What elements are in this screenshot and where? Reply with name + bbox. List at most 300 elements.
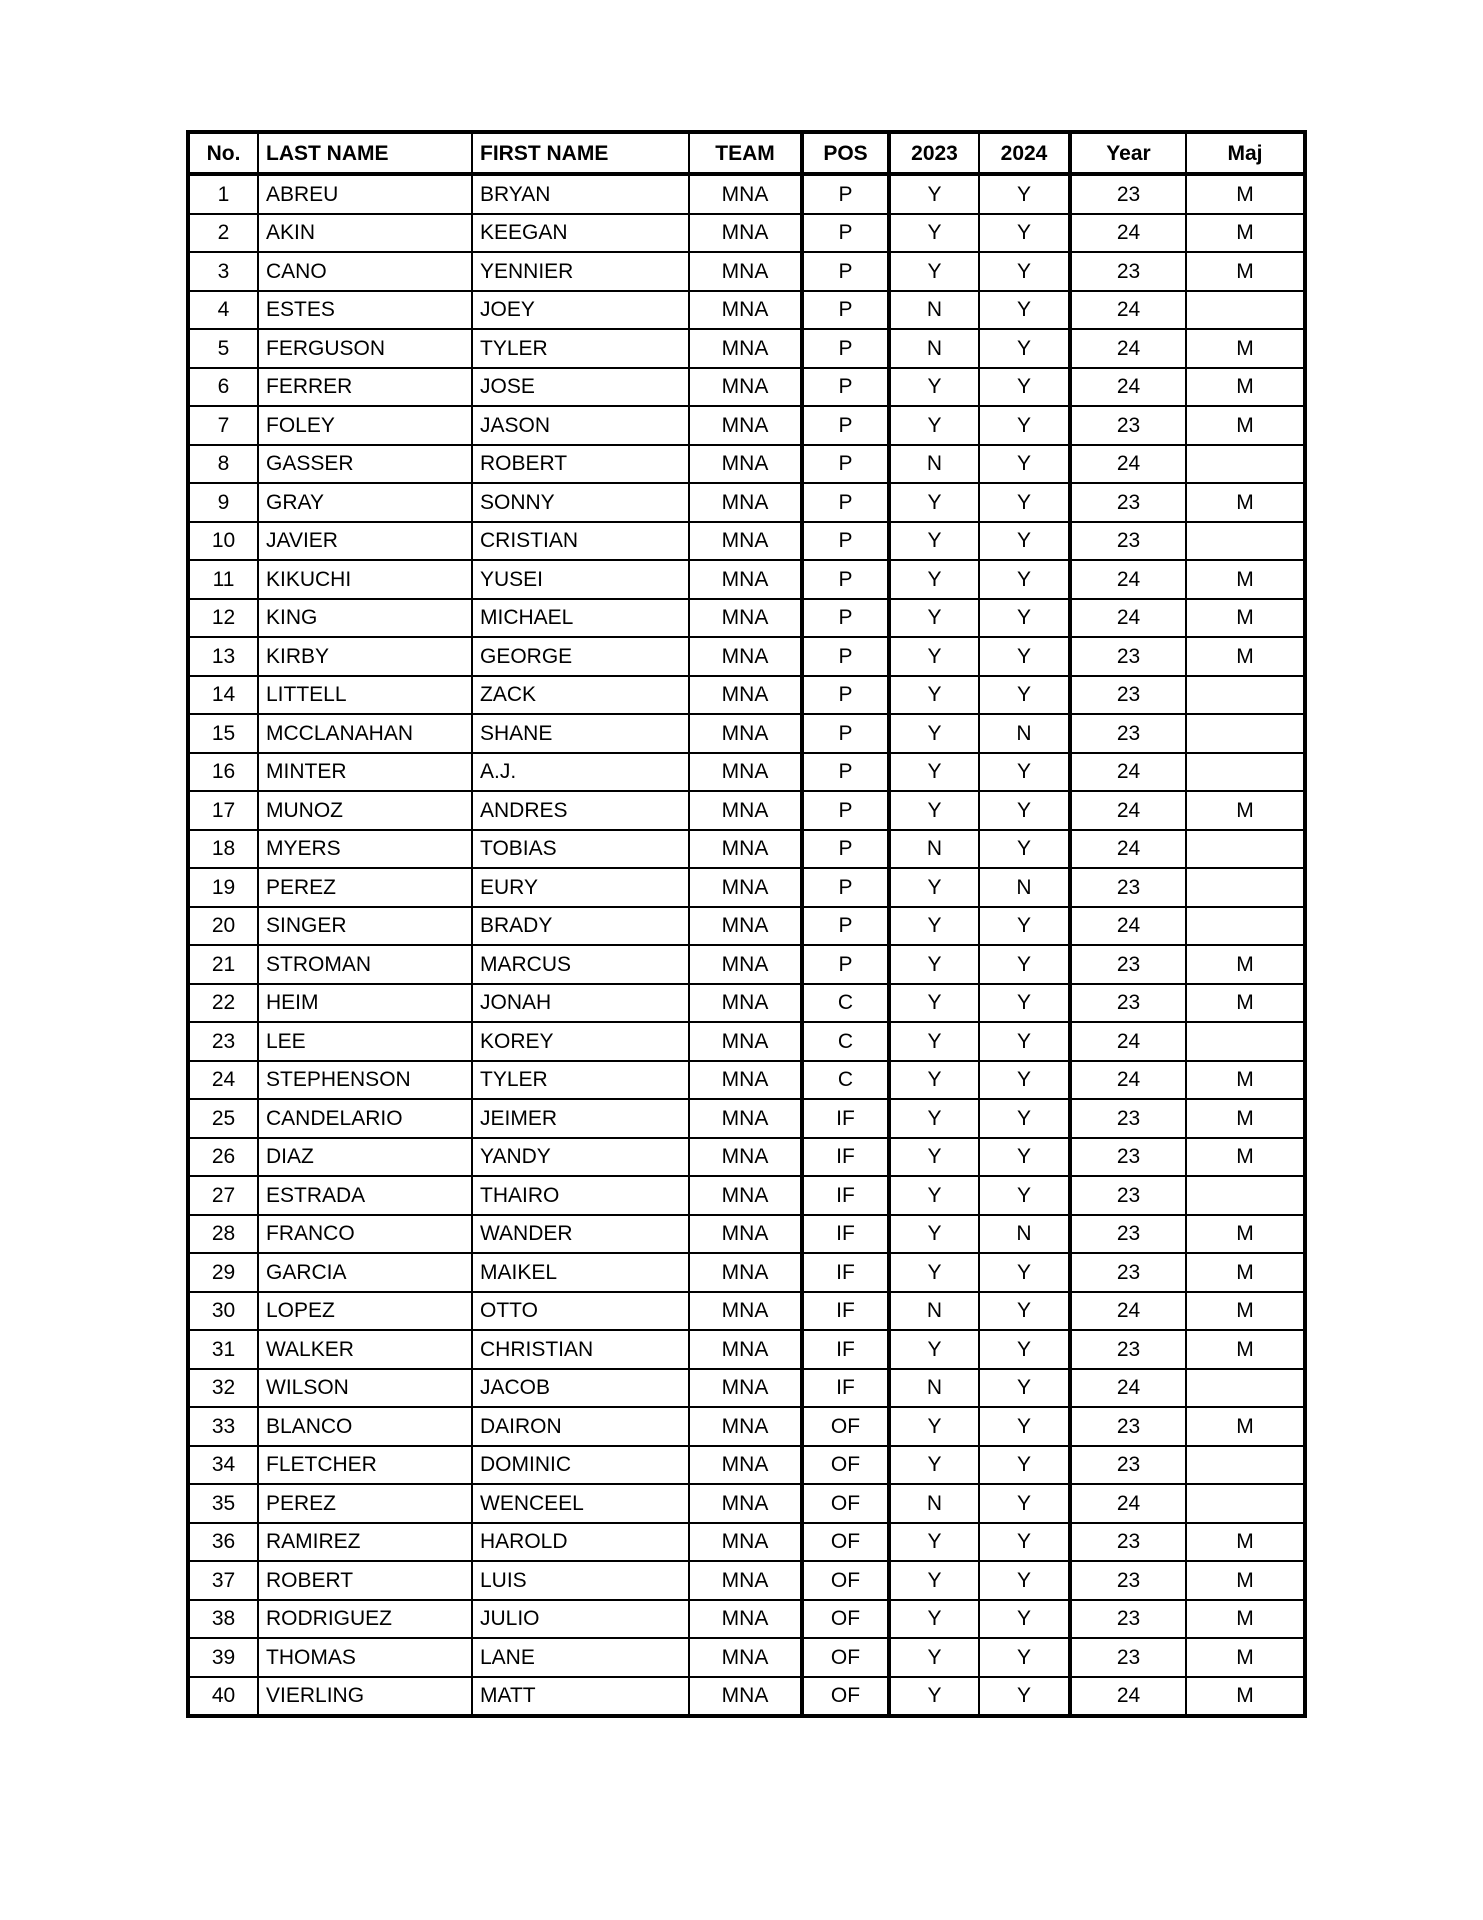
table-row [188, 637, 1305, 676]
cell-2024: Y [979, 830, 1070, 869]
table-row [188, 1215, 1305, 1254]
cell-pos: P [802, 368, 889, 407]
cell-last-name: LOPEZ [258, 1292, 472, 1331]
table-row [188, 329, 1305, 368]
cell-2024: Y [979, 1446, 1070, 1485]
col-header-last-name: LAST NAME [258, 132, 472, 174]
table-row [188, 599, 1305, 638]
cell-maj: M [1186, 1677, 1305, 1717]
cell-2024: Y [979, 945, 1070, 984]
cell-last-name: RAMIREZ [258, 1523, 472, 1562]
cell-2024: Y [979, 483, 1070, 522]
cell-no: 21 [188, 945, 258, 984]
cell-team: MNA [689, 1523, 802, 1562]
cell-first-name: YENNIER [472, 252, 689, 291]
cell-last-name: FOLEY [258, 406, 472, 445]
cell-maj: M [1186, 791, 1305, 830]
cell-pos: P [802, 945, 889, 984]
cell-year: 23 [1070, 1638, 1186, 1677]
cell-first-name: GEORGE [472, 637, 689, 676]
cell-team: MNA [689, 676, 802, 715]
cell-no: 30 [188, 1292, 258, 1331]
cell-maj [1186, 753, 1305, 792]
table-row [188, 1061, 1305, 1100]
cell-2023: Y [889, 599, 979, 638]
cell-maj: M [1186, 1253, 1305, 1292]
cell-team: MNA [689, 214, 802, 253]
cell-first-name: LANE [472, 1638, 689, 1677]
cell-2023: Y [889, 676, 979, 715]
cell-2024: Y [979, 1022, 1070, 1061]
cell-year: 23 [1070, 637, 1186, 676]
cell-no: 14 [188, 676, 258, 715]
cell-2024: Y [979, 753, 1070, 792]
table-row [188, 174, 1305, 214]
cell-first-name: WENCEEL [472, 1484, 689, 1523]
cell-2023: Y [889, 1099, 979, 1138]
cell-first-name: YUSEI [472, 560, 689, 599]
cell-no: 26 [188, 1138, 258, 1177]
cell-2024: N [979, 714, 1070, 753]
col-header-maj: Maj [1186, 132, 1305, 174]
cell-first-name: MARCUS [472, 945, 689, 984]
cell-first-name: YANDY [472, 1138, 689, 1177]
cell-team: MNA [689, 1484, 802, 1523]
cell-year: 23 [1070, 252, 1186, 291]
cell-no: 31 [188, 1330, 258, 1369]
cell-maj: M [1186, 1138, 1305, 1177]
cell-maj: M [1186, 329, 1305, 368]
cell-team: MNA [689, 1022, 802, 1061]
cell-year: 24 [1070, 1022, 1186, 1061]
cell-maj: M [1186, 560, 1305, 599]
cell-no: 1 [188, 174, 258, 214]
table-row [188, 252, 1305, 291]
cell-2024: Y [979, 368, 1070, 407]
cell-no: 25 [188, 1099, 258, 1138]
cell-no: 20 [188, 907, 258, 946]
cell-no: 33 [188, 1407, 258, 1446]
cell-no: 12 [188, 599, 258, 638]
cell-pos: P [802, 522, 889, 561]
cell-maj [1186, 1446, 1305, 1485]
cell-2023: Y [889, 560, 979, 599]
cell-team: MNA [689, 830, 802, 869]
cell-maj [1186, 676, 1305, 715]
cell-last-name: CANO [258, 252, 472, 291]
cell-2023: Y [889, 714, 979, 753]
cell-pos: C [802, 1022, 889, 1061]
cell-2024: Y [979, 329, 1070, 368]
cell-2024: Y [979, 1138, 1070, 1177]
cell-maj: M [1186, 1330, 1305, 1369]
cell-team: MNA [689, 1138, 802, 1177]
cell-first-name: CRISTIAN [472, 522, 689, 561]
cell-2023: Y [889, 1677, 979, 1717]
cell-year: 24 [1070, 1677, 1186, 1717]
cell-2024: Y [979, 406, 1070, 445]
table-row [188, 1253, 1305, 1292]
cell-last-name: ABREU [258, 174, 472, 214]
cell-2023: Y [889, 1061, 979, 1100]
cell-last-name: STEPHENSON [258, 1061, 472, 1100]
col-header-2023: 2023 [889, 132, 979, 174]
cell-2024: Y [979, 252, 1070, 291]
cell-2023: N [889, 1484, 979, 1523]
col-header-2024: 2024 [979, 132, 1070, 174]
cell-last-name: GRAY [258, 483, 472, 522]
cell-2024: Y [979, 1061, 1070, 1100]
cell-pos: P [802, 907, 889, 946]
cell-first-name: THAIRO [472, 1176, 689, 1215]
header-row [188, 132, 1305, 174]
cell-maj: M [1186, 1407, 1305, 1446]
cell-2024: Y [979, 174, 1070, 214]
cell-maj [1186, 1022, 1305, 1061]
cell-2024: Y [979, 1523, 1070, 1562]
cell-first-name: KEEGAN [472, 214, 689, 253]
cell-year: 23 [1070, 1407, 1186, 1446]
col-header-pos: POS [802, 132, 889, 174]
cell-pos: P [802, 483, 889, 522]
cell-year: 24 [1070, 291, 1186, 330]
cell-team: MNA [689, 291, 802, 330]
cell-no: 9 [188, 483, 258, 522]
cell-2024: Y [979, 214, 1070, 253]
cell-2023: N [889, 445, 979, 484]
cell-year: 23 [1070, 714, 1186, 753]
cell-last-name: STROMAN [258, 945, 472, 984]
cell-pos: IF [802, 1369, 889, 1408]
cell-maj: M [1186, 214, 1305, 253]
cell-2024: Y [979, 1561, 1070, 1600]
cell-maj: M [1186, 1523, 1305, 1562]
cell-2023: Y [889, 1407, 979, 1446]
cell-first-name: JONAH [472, 984, 689, 1023]
table-row [188, 560, 1305, 599]
cell-year: 24 [1070, 329, 1186, 368]
cell-pos: P [802, 753, 889, 792]
cell-2024: Y [979, 1638, 1070, 1677]
cell-maj [1186, 714, 1305, 753]
cell-first-name: A.J. [472, 753, 689, 792]
cell-2023: Y [889, 868, 979, 907]
cell-2024: Y [979, 984, 1070, 1023]
cell-no: 28 [188, 1215, 258, 1254]
cell-2023: N [889, 329, 979, 368]
cell-year: 23 [1070, 483, 1186, 522]
cell-year: 23 [1070, 984, 1186, 1023]
cell-first-name: JACOB [472, 1369, 689, 1408]
cell-pos: IF [802, 1330, 889, 1369]
cell-team: MNA [689, 637, 802, 676]
cell-team: MNA [689, 1061, 802, 1100]
col-header-no: No. [188, 132, 258, 174]
cell-2024: Y [979, 1407, 1070, 1446]
cell-no: 5 [188, 329, 258, 368]
cell-2023: Y [889, 1638, 979, 1677]
cell-2024: Y [979, 1330, 1070, 1369]
cell-team: MNA [689, 1292, 802, 1331]
cell-first-name: SONNY [472, 483, 689, 522]
cell-2024: Y [979, 1176, 1070, 1215]
cell-2024: Y [979, 1484, 1070, 1523]
cell-team: MNA [689, 445, 802, 484]
cell-maj: M [1186, 945, 1305, 984]
cell-maj: M [1186, 599, 1305, 638]
cell-maj: M [1186, 1561, 1305, 1600]
cell-team: MNA [689, 753, 802, 792]
cell-first-name: BRYAN [472, 174, 689, 214]
cell-2023: Y [889, 522, 979, 561]
cell-pos: IF [802, 1138, 889, 1177]
table-row [188, 1638, 1305, 1677]
col-header-year: Year [1070, 132, 1186, 174]
cell-2023: Y [889, 637, 979, 676]
cell-pos: OF [802, 1523, 889, 1562]
cell-first-name: BRADY [472, 907, 689, 946]
cell-year: 23 [1070, 1176, 1186, 1215]
cell-2024: Y [979, 560, 1070, 599]
cell-no: 19 [188, 868, 258, 907]
cell-2023: Y [889, 1215, 979, 1254]
cell-maj: M [1186, 1099, 1305, 1138]
cell-last-name: KIKUCHI [258, 560, 472, 599]
cell-pos: P [802, 329, 889, 368]
cell-no: 4 [188, 291, 258, 330]
cell-no: 6 [188, 368, 258, 407]
cell-year: 24 [1070, 368, 1186, 407]
cell-no: 39 [188, 1638, 258, 1677]
roster-table [186, 130, 1307, 1718]
cell-first-name: MAIKEL [472, 1253, 689, 1292]
table-row [188, 1446, 1305, 1485]
cell-year: 24 [1070, 560, 1186, 599]
table-row [188, 1292, 1305, 1331]
cell-last-name: MYERS [258, 830, 472, 869]
cell-pos: P [802, 676, 889, 715]
cell-last-name: MINTER [258, 753, 472, 792]
cell-last-name: JAVIER [258, 522, 472, 561]
cell-year: 23 [1070, 1561, 1186, 1600]
cell-2023: Y [889, 368, 979, 407]
cell-no: 36 [188, 1523, 258, 1562]
cell-first-name: JEIMER [472, 1099, 689, 1138]
cell-first-name: LUIS [472, 1561, 689, 1600]
table-row [188, 522, 1305, 561]
cell-pos: IF [802, 1099, 889, 1138]
cell-last-name: FERRER [258, 368, 472, 407]
cell-year: 23 [1070, 868, 1186, 907]
cell-2023: Y [889, 252, 979, 291]
cell-no: 22 [188, 984, 258, 1023]
cell-team: MNA [689, 252, 802, 291]
cell-year: 23 [1070, 1600, 1186, 1639]
cell-last-name: AKIN [258, 214, 472, 253]
cell-2023: Y [889, 1446, 979, 1485]
table-row [188, 791, 1305, 830]
col-header-first-name: FIRST NAME [472, 132, 689, 174]
cell-2023: Y [889, 753, 979, 792]
cell-year: 23 [1070, 406, 1186, 445]
cell-pos: IF [802, 1253, 889, 1292]
roster-table-header [188, 132, 1305, 174]
cell-last-name: PEREZ [258, 868, 472, 907]
cell-2023: Y [889, 1022, 979, 1061]
cell-year: 24 [1070, 1061, 1186, 1100]
cell-last-name: FERGUSON [258, 329, 472, 368]
cell-team: MNA [689, 1099, 802, 1138]
cell-2024: Y [979, 291, 1070, 330]
cell-year: 23 [1070, 1215, 1186, 1254]
cell-team: MNA [689, 483, 802, 522]
cell-no: 15 [188, 714, 258, 753]
cell-first-name: MATT [472, 1677, 689, 1717]
cell-maj: M [1186, 252, 1305, 291]
cell-maj: M [1186, 406, 1305, 445]
table-row [188, 1600, 1305, 1639]
cell-team: MNA [689, 1253, 802, 1292]
cell-last-name: WILSON [258, 1369, 472, 1408]
cell-2024: Y [979, 1677, 1070, 1717]
cell-2024: Y [979, 1600, 1070, 1639]
cell-first-name: JOSE [472, 368, 689, 407]
table-row [188, 868, 1305, 907]
cell-year: 24 [1070, 907, 1186, 946]
table-row [188, 1138, 1305, 1177]
cell-no: 16 [188, 753, 258, 792]
cell-pos: OF [802, 1600, 889, 1639]
cell-2023: Y [889, 1138, 979, 1177]
cell-last-name: HEIM [258, 984, 472, 1023]
cell-team: MNA [689, 406, 802, 445]
cell-first-name: MICHAEL [472, 599, 689, 638]
cell-pos: C [802, 1061, 889, 1100]
cell-team: MNA [689, 1330, 802, 1369]
cell-year: 23 [1070, 676, 1186, 715]
cell-team: MNA [689, 945, 802, 984]
cell-year: 23 [1070, 1330, 1186, 1369]
cell-2023: Y [889, 945, 979, 984]
cell-year: 24 [1070, 1292, 1186, 1331]
cell-maj: M [1186, 174, 1305, 214]
cell-year: 23 [1070, 1138, 1186, 1177]
cell-first-name: CHRISTIAN [472, 1330, 689, 1369]
cell-maj [1186, 1176, 1305, 1215]
cell-pos: P [802, 637, 889, 676]
cell-maj [1186, 522, 1305, 561]
cell-last-name: THOMAS [258, 1638, 472, 1677]
cell-first-name: JOEY [472, 291, 689, 330]
cell-team: MNA [689, 560, 802, 599]
cell-last-name: VIERLING [258, 1677, 472, 1717]
cell-year: 24 [1070, 445, 1186, 484]
cell-no: 8 [188, 445, 258, 484]
table-row [188, 984, 1305, 1023]
cell-pos: P [802, 599, 889, 638]
cell-maj: M [1186, 1292, 1305, 1331]
cell-year: 23 [1070, 522, 1186, 561]
cell-team: MNA [689, 174, 802, 214]
cell-pos: OF [802, 1484, 889, 1523]
cell-no: 35 [188, 1484, 258, 1523]
table-row [188, 1369, 1305, 1408]
table-row [188, 676, 1305, 715]
cell-no: 32 [188, 1369, 258, 1408]
cell-first-name: TOBIAS [472, 830, 689, 869]
cell-2023: Y [889, 791, 979, 830]
table-row [188, 1523, 1305, 1562]
table-row [188, 753, 1305, 792]
cell-last-name: KING [258, 599, 472, 638]
cell-team: MNA [689, 1369, 802, 1408]
table-row [188, 214, 1305, 253]
cell-team: MNA [689, 1600, 802, 1639]
cell-no: 11 [188, 560, 258, 599]
cell-pos: P [802, 291, 889, 330]
cell-2023: Y [889, 406, 979, 445]
cell-first-name: TYLER [472, 329, 689, 368]
table-row [188, 945, 1305, 984]
table-row [188, 1407, 1305, 1446]
cell-maj: M [1186, 1638, 1305, 1677]
cell-year: 23 [1070, 1523, 1186, 1562]
table-row [188, 1561, 1305, 1600]
cell-year: 24 [1070, 753, 1186, 792]
cell-maj: M [1186, 984, 1305, 1023]
cell-last-name: BLANCO [258, 1407, 472, 1446]
cell-team: MNA [689, 907, 802, 946]
cell-2023: Y [889, 1330, 979, 1369]
cell-team: MNA [689, 714, 802, 753]
cell-2023: Y [889, 174, 979, 214]
cell-pos: P [802, 830, 889, 869]
cell-last-name: GASSER [258, 445, 472, 484]
cell-first-name: ROBERT [472, 445, 689, 484]
cell-no: 13 [188, 637, 258, 676]
cell-team: MNA [689, 1446, 802, 1485]
cell-last-name: PEREZ [258, 1484, 472, 1523]
cell-last-name: FLETCHER [258, 1446, 472, 1485]
cell-pos: OF [802, 1407, 889, 1446]
cell-first-name: ANDRES [472, 791, 689, 830]
cell-2024: Y [979, 791, 1070, 830]
cell-maj: M [1186, 637, 1305, 676]
cell-team: MNA [689, 599, 802, 638]
cell-first-name: JASON [472, 406, 689, 445]
cell-2023: Y [889, 1176, 979, 1215]
cell-year: 24 [1070, 214, 1186, 253]
cell-team: MNA [689, 522, 802, 561]
cell-2023: Y [889, 1523, 979, 1562]
table-row [188, 445, 1305, 484]
cell-first-name: WANDER [472, 1215, 689, 1254]
cell-pos: OF [802, 1561, 889, 1600]
cell-2023: N [889, 830, 979, 869]
cell-2024: Y [979, 1292, 1070, 1331]
cell-maj [1186, 830, 1305, 869]
cell-maj [1186, 1484, 1305, 1523]
cell-no: 17 [188, 791, 258, 830]
cell-team: MNA [689, 868, 802, 907]
cell-year: 24 [1070, 599, 1186, 638]
cell-team: MNA [689, 368, 802, 407]
cell-no: 27 [188, 1176, 258, 1215]
cell-team: MNA [689, 1561, 802, 1600]
table-row [188, 368, 1305, 407]
cell-maj [1186, 445, 1305, 484]
cell-year: 23 [1070, 1253, 1186, 1292]
